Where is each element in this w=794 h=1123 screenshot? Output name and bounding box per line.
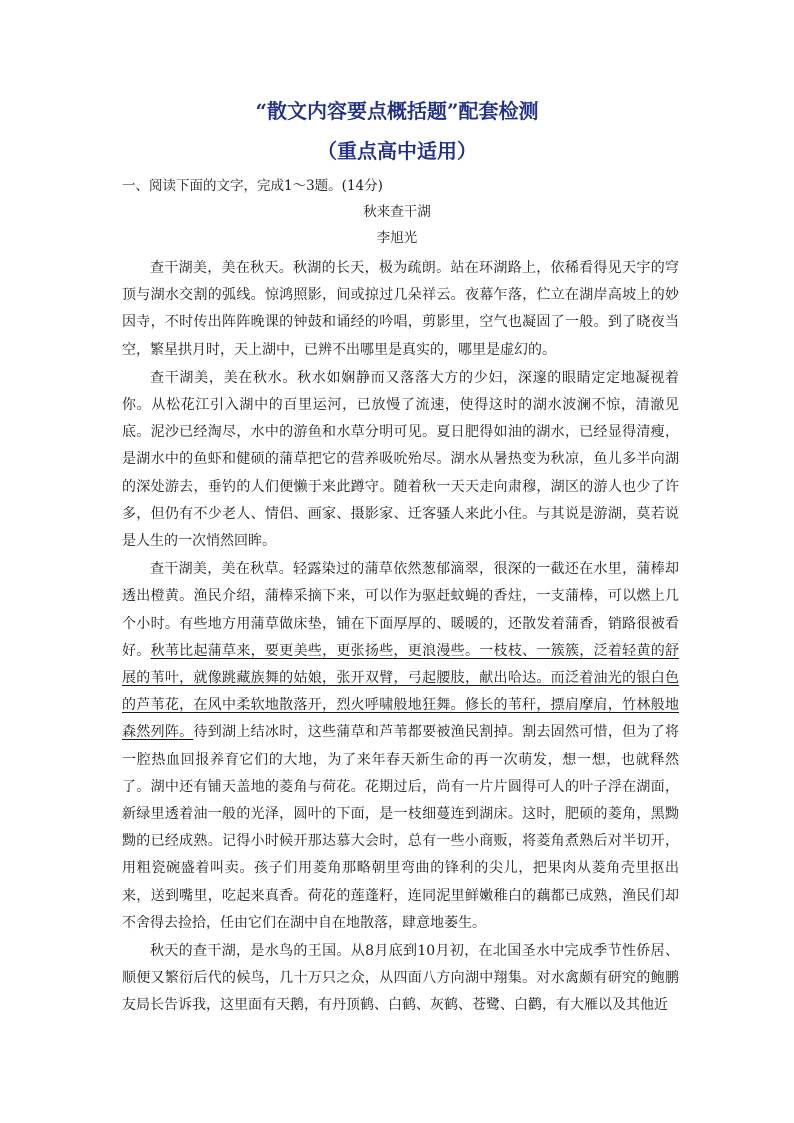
essay-author: 李旭光 [376, 230, 418, 246]
paragraph-4: 秋天的查干湖，是水鸟的王国。从8月底到10月初，在北国圣水中完成季节性侨居、顺便又繁衍后代的候鸟，几十万只之众，从四面八方向湖中翔集。对水禽颇有研究的鲍鹏友局长告诉我，这里面有天鹅，有丹顶鹤、白鹤、灰鹤、苍鹭、白鹳，有大雁以及其他近 [122, 943, 679, 1014]
paragraph-3 [122, 556, 679, 937]
underlined-passage: 秋苇比起蒲草来，要更美些，更张扬些，更浪漫些。一枝枝、一簇簇，泛着轻黄的舒展的苇叶，就像跳藏族舞的姑娘，张开双臂，弓起腰肢，献出哈达。而泛着油光的银白色的芦苇花，在风中柔软地散落开，烈火呼啸般地狂舞。修长的苇秆，摽肩摩肩，竹林般地森然列阵。 [122, 642, 680, 741]
essay-body [122, 255, 679, 1020]
paragraph-3-text-a: 查干湖美，美在秋草。轻露染过的蒲草依然葱郁滴翠，很深的一截还在水里，蒲棒却透出橙黄。渔民介绍，蒲棒采摘下来，可以作为驱赶蚊蝇的香炷，一支蒲棒，可以燃上几个小时。有些地方用蒲草做床垫，铺在下面厚厚的、暖暖的，还散发着蒲香，销路很被看好。 [122, 561, 679, 659]
document-subtitle: （重点高中适用） [317, 139, 477, 163]
essay-title: 秋来查干湖 [363, 204, 431, 220]
paragraph-1: 查干湖美，美在秋天。秋湖的长天，极为疏朗。站在环湖路上，依稀看得见天宇的穹顶与湖水交割的弧线。惊鸿照影，间或掠过几朵祥云。夜幕乍落，伫立在湖岸高坡上的妙因寺，不时传出阵阵晚课的钟鼓和诵经的吟唱，剪影里，空气也凝固了一般。到了晓夜当空，繁星拱月时，天上湖中，已辨不出哪里是真实的，哪里是虚幻的。 [122, 260, 679, 358]
document-title: “散文内容要点概括题”配套检测 [255, 99, 539, 123]
paragraph-3-text-b: 待到湖上结冰时，这些蒲草和芦苇都要被渔民割掉。割去固然可惜，但为了将一腔热血回报养育它们的大地，为了来年春天新生命的再一次萌发，想一想，也就释然了。湖中还有铺天盖地的菱角与荷花。花期过后，尚有一片片圆得可人的叶子浮在湖面，新绿里透着油一般的光泽，圆叶的下面，是一枝细蔓连到湖床。这时，肥硕的菱角，黑黝黝的已经成熟。记得小时候开那达慕大会时，总有一些小商贩，将菱角煮熟后对半切开，用粗瓷碗盛着叫卖。孩子们用菱角那略朝里弯曲的锋利的尖儿，把果肉从菱角壳里抠出来，送到嘴里，吃起来真香。荷花的莲蓬籽，连同泥里鲜嫩稚白的藕都已成熟，渔民们却不舍得去捡拾，任由它们在湖中自在地散落，肆意地萎生。 [122, 724, 680, 931]
paragraph-2: 查干湖美，美在秋水。秋水如娴静而又落落大方的少妇，深邃的眼睛定定地凝视着你。从松花江引入湖中的百里运河，已放慢了流速，使得这时的湖水波澜不惊，清澈见底。泥沙已经淘尽，水中的游鱼和水草分明可见。夏日肥得如油的湖水，已经显得清瘦，是湖水中的鱼虾和健硕的蒲草把它的营养吸吮殆尽。湖水从暑热变为秋凉，鱼儿多半向湖的深处游去，垂钓的人们便懒于来此蹲守。随着秋一天天走向肃穆，湖区的游人也少了许多，但仍有不少老人、情侣、画家、摄影家、迁客骚人来此小住。与其说是游湖，莫若说是人生的一次悄然回眸。 [122, 369, 679, 550]
question-instruction: 一、阅读下面的文字，完成1～3题。(14分) [122, 178, 383, 194]
